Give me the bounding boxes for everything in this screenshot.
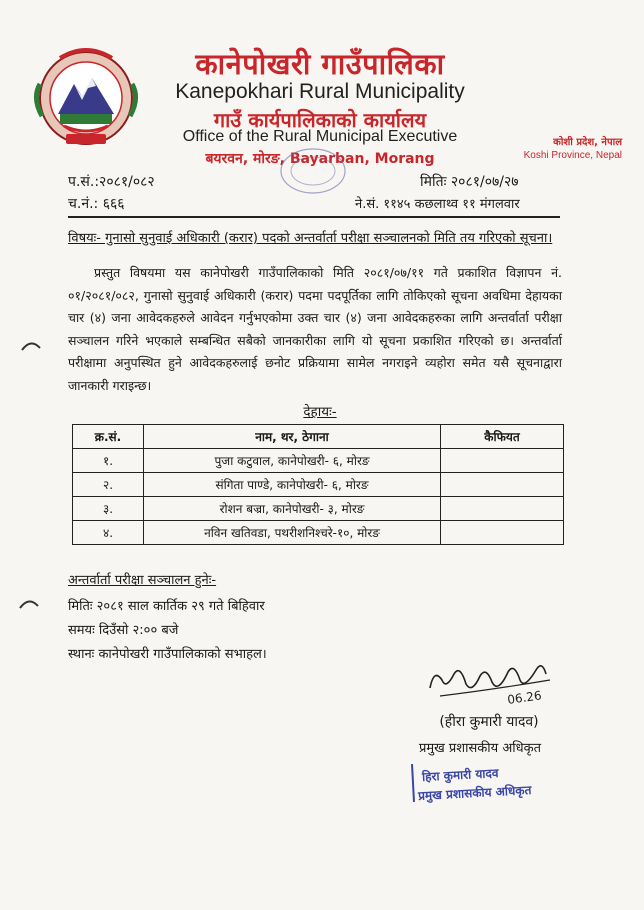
cell-name: पुजा कटुवाल, कानेपोखरी- ६, मोरङ <box>144 449 441 473</box>
dispatch-number: च.नं.: ६६६ <box>68 196 125 212</box>
office-name-nepali: गाउँ कार्यपालिकाको कार्यालय <box>213 108 427 132</box>
office-name-english: Office of the Rural Municipal Executive <box>182 128 458 145</box>
applicants-table <box>72 424 564 545</box>
table-header-row <box>73 425 564 449</box>
cell-remarks <box>441 473 564 497</box>
cell-name: संगिता पाण्डे, कानेपोखरी- ६, मोरङ <box>144 473 441 497</box>
notice-body: प्रस्तुत विषयमा यस कानेपोखरी गाउँपालिकाको मिति २०८१/०७/११ गते प्रकाशित विज्ञापन नं. ०१/२०८१/०८२, गुनासो सुनुवाई अधिकारी (करार) पदमा पदपूर्तिका लागि तोकिएको सूचना अवधिमा देहायका चार (४) जना आवेदकहरुले आवेदन गर्नुभएकोमा उक्त चार (४) जना आवेदकहरुका लागि अन्तर्वार्ता परीक्षा सञ्चालन गरिने भएकाले सम्बन्धित सबैको जानकारीका लागि यो सूचना प्रकाशित गरिएको छ। अन्तर्वार्ता परीक्षामा अनुपस्थित हुने आवेदकहरुलाई छनोट प्रक्रियामा सामेल नगराइने व्यहोरा समेत यसै सूचनाद्वारा जानकारी गराइन्छ। <box>68 265 562 393</box>
municipality-name-nepali: कानेपोखरी गाउँपालिका <box>195 47 445 81</box>
municipality-emblem-icon <box>30 44 142 152</box>
cell-serial: ४. <box>73 521 144 545</box>
column-header-name: नाम, थर, ठेगाना <box>144 425 441 449</box>
interview-schedule-heading: अन्तर्वार्ता परीक्षा सञ्चालन हुनेः- <box>68 573 217 588</box>
table-row <box>73 449 564 473</box>
column-header-serial: क्र.सं. <box>73 425 144 449</box>
interview-time: समयः दिउँसो २:०० बजे <box>68 623 179 638</box>
handwritten-signature <box>420 650 560 710</box>
notice-date: मितिः २०८१/०७/२७ <box>420 174 519 190</box>
province-nepali: कोशी प्रदेश, नेपाल <box>553 137 622 148</box>
table-row <box>73 473 564 497</box>
province-english: Koshi Province, Nepal <box>523 150 622 161</box>
table-row <box>73 521 564 545</box>
cell-remarks <box>441 449 564 473</box>
cell-name: नविन खतिवडा, पथरीशनिश्चरे-१०, मोरङ <box>144 521 441 545</box>
column-header-remarks: कैफियत <box>441 425 564 449</box>
punch-hole-mark-icon <box>20 338 42 352</box>
cell-serial: २. <box>73 473 144 497</box>
signatory-stamp-title: प्रमुख प्रशासकीय अधिकृत <box>417 783 532 803</box>
punch-hole-mark-icon <box>18 596 40 610</box>
interview-venue: स्थानः कानेपोखरी गाउँपालिकाको सभाहल। <box>68 647 267 662</box>
office-stamp-icon <box>278 146 348 196</box>
signatory-stamp-name: हिरा कुमारी यादव <box>421 766 499 784</box>
applicants-table-title: देहायः- <box>303 404 337 420</box>
table-row <box>73 497 564 521</box>
municipality-name-english: Kanepokhari Rural Municipality <box>175 80 465 103</box>
signatory-name: (हीरा कुमारी यादव) <box>439 714 539 730</box>
cell-name: रोशन बज्रा, कानेपोखरी- ३, मोरङ <box>144 497 441 521</box>
reference-number: प.सं.:२०८१/०८२ <box>68 174 155 190</box>
cell-serial: १. <box>73 449 144 473</box>
nepal-sambat-date: ने.सं. ११४५ कछलाथ्व ११ मंगलवार <box>355 197 520 212</box>
stamp-border <box>411 764 415 802</box>
cell-remarks <box>441 521 564 545</box>
interview-date: मितिः २०८१ साल कार्तिक २९ गते बिहिवार <box>68 599 265 614</box>
svg-text:06.26: 06.26 <box>506 688 543 707</box>
signatory-title: प्रमुख प्रशासकीय अधिकृत <box>418 741 542 756</box>
cell-remarks <box>441 497 564 521</box>
cell-serial: ३. <box>73 497 144 521</box>
header-divider <box>68 216 560 218</box>
notice-subject: विषयः- गुनासो सुनुवाई अधिकारी (करार) पदको अन्तर्वार्ता परीक्षा सञ्चालनको मिति तय गरिएको सूचना। <box>68 231 553 246</box>
office-address: बयरवन, मोरङ, Bayarban, Morang <box>205 151 435 167</box>
